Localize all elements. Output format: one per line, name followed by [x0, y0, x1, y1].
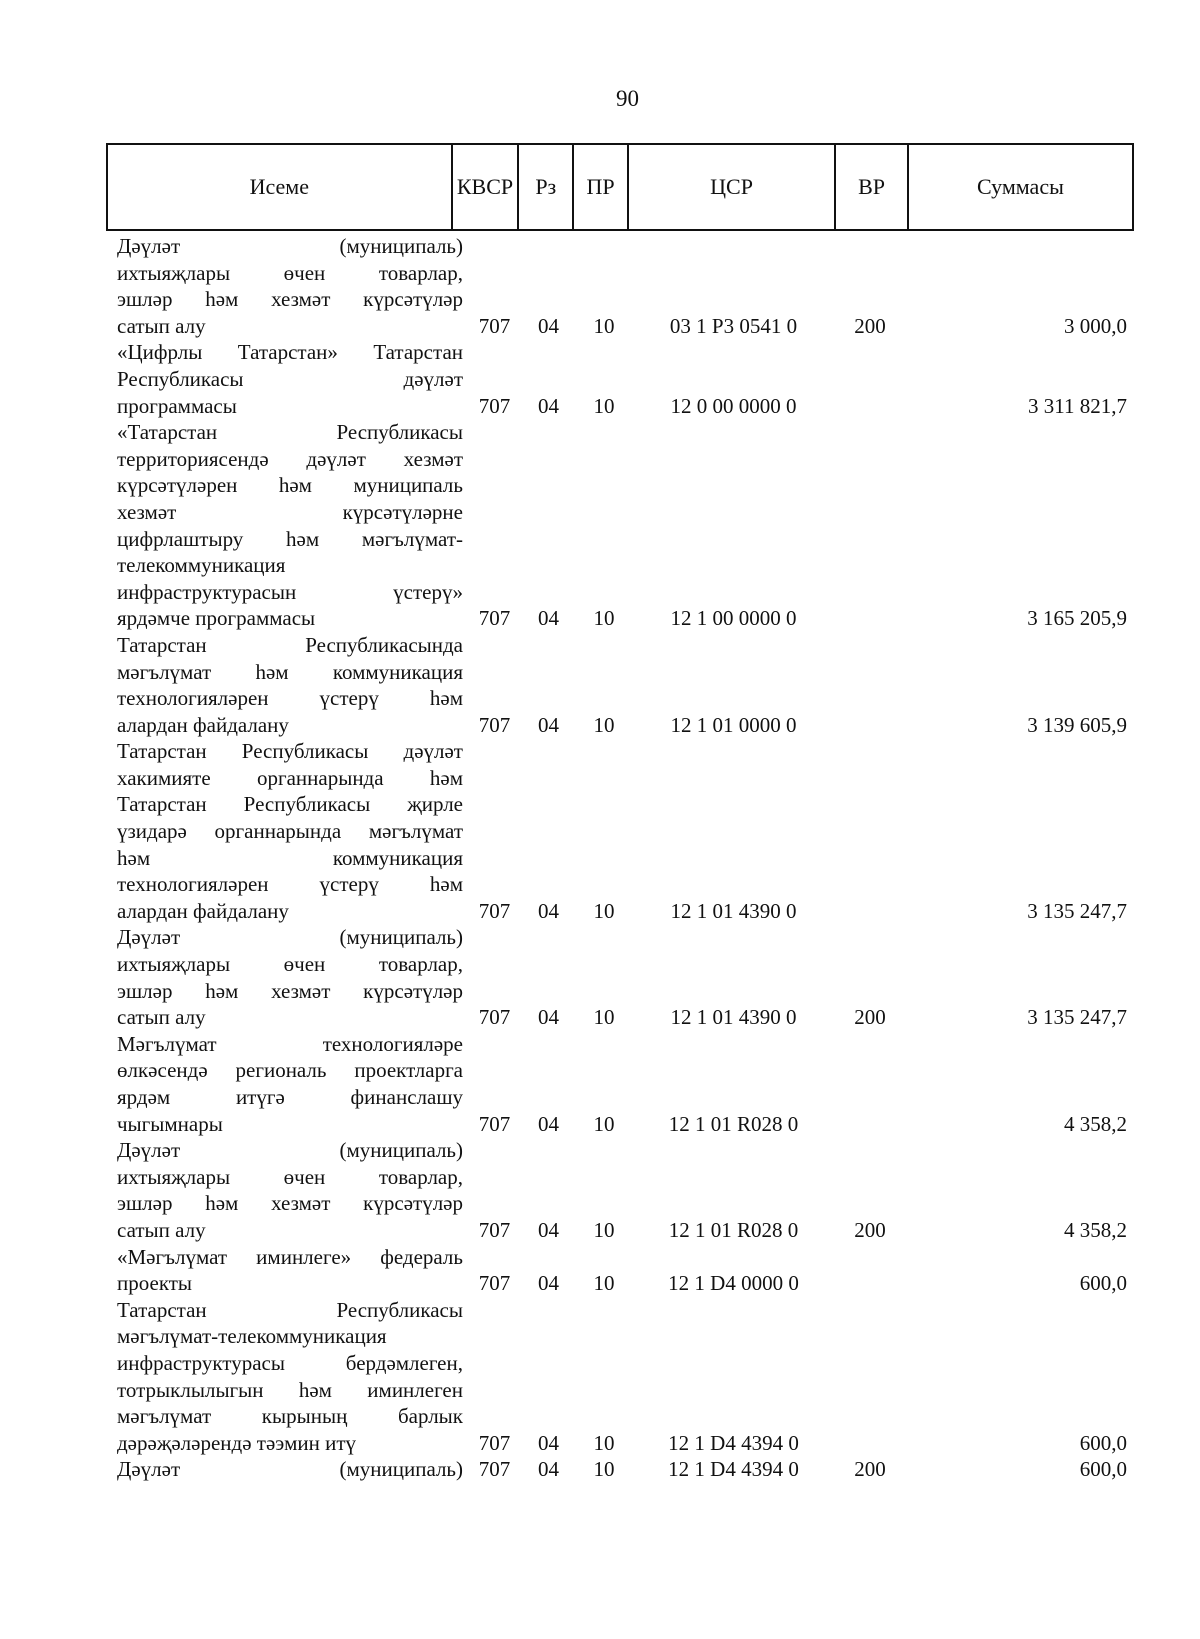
row-name-line: тотрыклылыгын һәм иминлеген [117, 1377, 463, 1402]
row-kvsr: 707 [478, 1005, 511, 1030]
row-name-line: эшләр һәм хезмәт күрсәтүләр [117, 287, 463, 312]
row-sum: 3 139 605,9 [1027, 712, 1127, 737]
row-kvsr: 707 [478, 1111, 511, 1136]
row-name-line: Дәүләт (муниципаль) [117, 234, 463, 258]
row-name-line: «Татарстан Республикасы [117, 420, 463, 445]
row-pr: 10 [593, 393, 615, 418]
row-name-line: алардан файдалану [117, 898, 289, 923]
row-kvsr: 707 [478, 1430, 511, 1455]
row-name-line: Дәүләт (муниципаль) [117, 1457, 463, 1482]
row-name [117, 1244, 463, 1297]
table-row [117, 924, 1127, 1030]
row-name-line: инфраструктурасын үстерү» [117, 579, 463, 604]
row-name-line: сатып алу [117, 1005, 206, 1030]
row-rz: 04 [538, 1217, 559, 1242]
row-name-line: Мәгълүмат технологияләре [117, 1031, 463, 1056]
row-name-line: сатып алу [117, 313, 206, 338]
row-name-line: технологияләрен үстерү һәм [117, 872, 463, 897]
row-sum: 3 135 247,7 [1027, 1005, 1127, 1030]
row-name [117, 1137, 463, 1243]
row-vr: 200 [854, 1217, 886, 1242]
row-name-line: дәрәҗәләрендә тәэмин итү [117, 1430, 357, 1455]
row-rz: 04 [538, 712, 559, 737]
row-vr: 200 [854, 1005, 886, 1030]
row-name [117, 1456, 463, 1483]
column-header-vr: ВР [836, 145, 909, 229]
row-name-line: цифрлаштыру һәм мәгълүмат- [117, 526, 463, 551]
table-header [106, 143, 1134, 231]
row-name-line: хакимияте органнарында һәм [117, 765, 463, 790]
row-name-line: мәгълүмат һәм коммуникация [117, 659, 463, 684]
row-name-line: ярдәм итүгә финанслашу [117, 1085, 463, 1109]
row-sum: 600,0 [1079, 1271, 1127, 1296]
row-sum: 3 311 821,7 [1028, 393, 1127, 418]
row-name-line: үзидарә органнарында мәгълүмат [117, 819, 463, 844]
row-name-line: Татарстан Республикасында [117, 632, 463, 657]
row-name-line: ихтыяҗлары өчен товарлар, [117, 1164, 463, 1189]
row-name-line: телекоммуникация [117, 553, 286, 578]
row-pr: 10 [593, 1111, 615, 1136]
row-rz: 04 [538, 1111, 559, 1136]
row-csr: 12 1 D4 0000 0 [668, 1271, 799, 1296]
column-header-kvsr: КВСР [453, 145, 520, 229]
row-vr: 200 [854, 1457, 886, 1482]
row-kvsr: 707 [478, 1271, 511, 1296]
row-csr: 12 0 00 0000 0 [670, 393, 797, 418]
row-pr: 10 [593, 1430, 615, 1455]
row-name-line: Татарстан Республикасы җирле [117, 792, 463, 817]
row-name-line: ихтыяҗлары өчен товарлар, [117, 952, 463, 977]
table-row [117, 1297, 1127, 1457]
row-name-line: һәм коммуникация [117, 845, 463, 870]
row-name-line: Дәүләт (муниципаль) [117, 1138, 463, 1163]
table-row [117, 632, 1127, 738]
column-header-rz: Рз [519, 145, 574, 229]
row-csr: 03 1 Р3 0541 0 [669, 313, 798, 338]
row-rz: 04 [538, 1457, 559, 1482]
row-pr: 10 [593, 1457, 615, 1482]
table-row [117, 1137, 1127, 1243]
row-name-line: Татарстан Республикасы [117, 1297, 463, 1322]
row-name-line: өлкәсендә региональ проектларга [117, 1058, 463, 1083]
row-name [117, 924, 463, 1030]
row-name [117, 632, 463, 738]
row-name-line: ярдәмче программасы [117, 606, 316, 631]
row-kvsr: 707 [478, 712, 511, 737]
row-csr: 12 1 01 R028 0 [668, 1217, 799, 1242]
row-csr: 12 1 01 0000 0 [670, 712, 797, 737]
row-pr: 10 [593, 313, 615, 338]
row-csr: 12 1 01 4390 0 [670, 1005, 797, 1030]
row-name-line: технологияләрен үстерү һәм [117, 686, 463, 711]
row-name-line: Республикасы дәүләт [117, 366, 463, 391]
row-rz: 04 [538, 1430, 559, 1455]
column-header-pr: ПР [574, 145, 629, 229]
table-body [117, 233, 1127, 1483]
table-row [117, 339, 1127, 419]
column-header-sum: Суммасы [977, 174, 1064, 199]
row-csr: 12 1 00 0000 0 [670, 606, 797, 631]
row-kvsr: 707 [478, 1217, 511, 1242]
row-sum: 3 135 247,7 [1027, 898, 1127, 923]
row-vr: 200 [854, 313, 886, 338]
row-sum: 4 358,2 [1064, 1111, 1127, 1136]
row-kvsr: 707 [478, 898, 511, 923]
row-name-line: ихтыяҗлары өчен товарлар, [117, 260, 463, 285]
row-name-line: проекты [117, 1271, 193, 1296]
row-sum: 4 358,2 [1064, 1217, 1127, 1242]
row-pr: 10 [593, 1005, 615, 1030]
column-header-csr: ЦСР [629, 145, 836, 229]
row-name-line: инфраструктурасы бердәмлеген, [117, 1350, 463, 1375]
row-name [117, 1297, 463, 1457]
row-name [117, 419, 463, 632]
table-row [117, 738, 1127, 924]
row-name [117, 1031, 463, 1137]
page-number: 90 [616, 86, 639, 111]
table-row [117, 419, 1127, 632]
row-rz: 04 [538, 1271, 559, 1296]
row-name-line: Татарстан Республикасы дәүләт [117, 739, 463, 764]
row-csr: 12 1 D4 4394 0 [668, 1430, 799, 1455]
row-sum: 600,0 [1079, 1430, 1127, 1455]
row-sum: 600,0 [1079, 1457, 1127, 1482]
row-name-line: программасы [117, 393, 237, 418]
column-header-name: Исеме [108, 145, 453, 229]
row-rz: 04 [538, 393, 559, 418]
row-pr: 10 [593, 1271, 615, 1296]
row-csr: 12 1 01 R028 0 [668, 1111, 799, 1136]
row-name-line: хезмәт күрсәтүләрне [117, 499, 463, 524]
row-name-line: күрсәтүләрен һәм муниципаль [117, 473, 463, 498]
row-pr: 10 [593, 1217, 615, 1242]
row-rz: 04 [538, 898, 559, 923]
row-rz: 04 [538, 1005, 559, 1030]
row-kvsr: 707 [478, 313, 511, 338]
row-sum: 3 000,0 [1064, 313, 1127, 338]
table-row [117, 233, 1127, 339]
row-rz: 04 [538, 606, 559, 631]
row-kvsr: 707 [478, 393, 511, 418]
row-name [117, 738, 463, 924]
row-name-line: сатып алу [117, 1217, 206, 1242]
row-pr: 10 [593, 712, 615, 737]
row-name [117, 233, 463, 339]
row-rz: 04 [538, 313, 559, 338]
row-sum: 3 165 205,9 [1027, 606, 1127, 631]
table-row [117, 1456, 1127, 1483]
row-pr: 10 [593, 606, 615, 631]
row-name-line: алардан файдалану [117, 712, 289, 737]
row-name-line: территориясендә дәүләт хезмәт [117, 446, 463, 471]
row-kvsr: 707 [478, 1457, 511, 1482]
row-csr: 12 1 D4 4394 0 [668, 1457, 799, 1482]
row-csr: 12 1 01 4390 0 [670, 898, 797, 923]
row-name [117, 339, 463, 419]
row-name-line: Дәүләт (муниципаль) [117, 925, 463, 950]
row-name-line: «Мәгълүмат иминлеге» федераль [117, 1244, 463, 1269]
row-pr: 10 [593, 898, 615, 923]
row-name-line: эшләр һәм хезмәт күрсәтүләр [117, 1191, 463, 1216]
row-name-line: мәгълүмат кырының барлык [117, 1404, 463, 1429]
row-name-line: чыгымнары [117, 1111, 223, 1136]
row-name-line: мәгълүмат-телекоммуникация [117, 1324, 387, 1349]
table-row [117, 1244, 1127, 1297]
row-name-line: эшләр һәм хезмәт күрсәтүләр [117, 978, 463, 1003]
row-kvsr: 707 [478, 606, 511, 631]
table-row [117, 1031, 1127, 1137]
row-name-line: «Цифрлы Татарстан» Татарстан [117, 340, 463, 365]
